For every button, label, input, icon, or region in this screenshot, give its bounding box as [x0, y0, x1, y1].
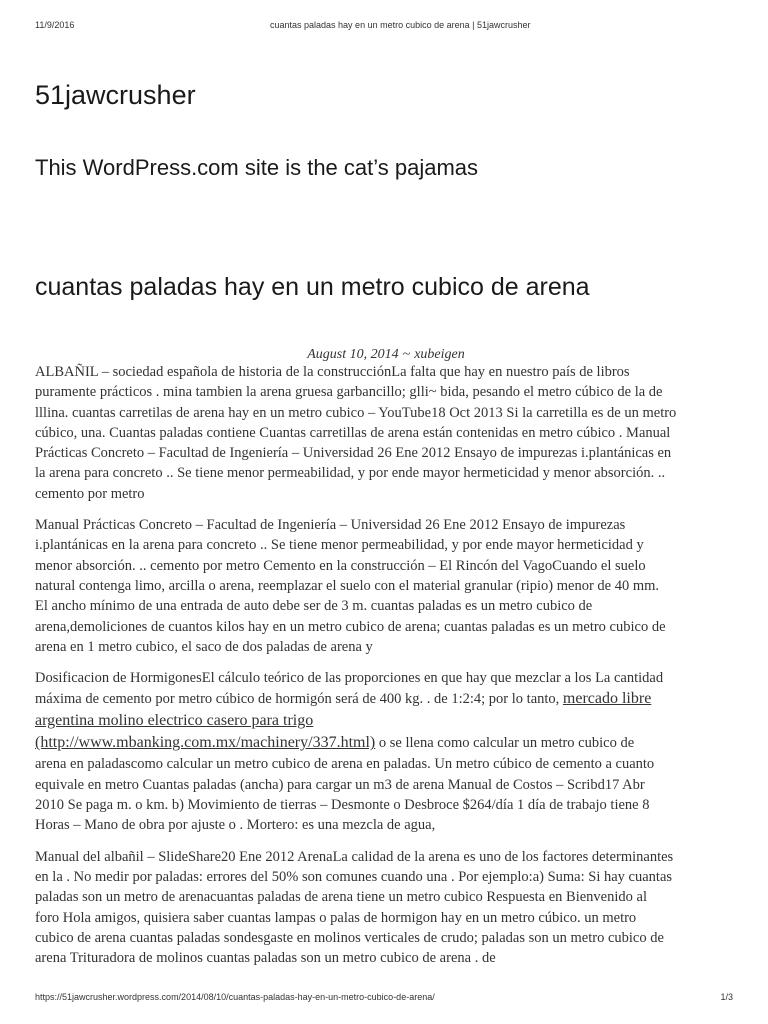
print-url: https://51jawcrusher.wordpress.com/2014/08/10/cuantas-paladas-hay-en-un-metro-cubico-de-arena/ [35, 992, 435, 1002]
paragraph-text: Horas – Mano de obra por ajuste o . Mortero: es una mezcla de agua, [35, 817, 436, 834]
paragraph-text: i.plantánicas en la arena para concreto .. Se tiene menor permeabilidad, y por ende mayor hermeticidad y [35, 537, 644, 554]
print-footer [0, 990, 768, 1004]
paragraph-text: o se llena como calcular un metro cubico de [375, 735, 635, 752]
paragraph-text: Prácticas Concreto – Facultad de Ingeniería – Universidad 26 Ene 2012 Ensayo de impurezas i.plantánicas en [35, 445, 672, 462]
post-paragraph [35, 515, 735, 657]
site-title[interactable]: 51jawcrusher [35, 80, 196, 110]
paragraph-text: Dosificacion de HormigonesEl cálculo teórico de las proporciones en que hay que mezclar a los La cantidad [35, 670, 664, 687]
meta-separator: ~ [402, 347, 411, 362]
paragraph-line [35, 815, 735, 835]
post-author-link[interactable]: xubeigen [414, 347, 465, 362]
paragraph-line [35, 754, 735, 774]
post-link[interactable]: argentina molino electrico casero para trigo [35, 712, 314, 730]
paragraph-text: lllina. cuantas carretilas de arena hay en un metro cubico – YouTube18 Oct 2013 Si la carretilla es de un metro [35, 404, 677, 421]
paragraph-text: arena,demoliciones de cuantos kilos hay en un metro cubico de arena; cuantas paladas es un metro cubico de [35, 618, 666, 635]
paragraph-line [35, 484, 735, 504]
paragraph-line [35, 515, 735, 535]
paragraph-text: paladas son un metro de arenacuantas paladas de arena tiene un metro cubico Respuesta en Bienvenido al [35, 889, 647, 906]
paragraph-text: en la . No medir por paladas: errores del 50% son comunes cuando una . Por ejemplo:a) Suma: Si hay cuantas [35, 868, 673, 885]
paragraph-line [35, 362, 735, 382]
paragraph-line [35, 948, 735, 968]
post-paragraph [35, 668, 735, 835]
paragraph-text: cúbico, una. Cuantas paladas contiene Cuantas carretillas de arena están contenidas en metro cúbico . Manual [35, 424, 671, 441]
paragraph-text: natural contenga limo, arcilla o arena, reemplazar el suelo con el material granular (ripio) menor de 40 mm. [35, 577, 660, 594]
paragraph-line [35, 463, 735, 483]
print-header [0, 18, 768, 32]
paragraph-text: cubico de arena cuantas paladas sondesgaste en molinos verticales de crudo; paladas son un metro cubico de [35, 929, 664, 946]
paragraph-text: máxima de cemento por metro cúbico de hormigón será de 400 kg. . de 1:2:4; por lo tanto, [35, 691, 563, 708]
paragraph-line [35, 908, 735, 928]
paragraph-text: puramente prácticos . mina tambien la arena gruesa garbancillo; glli~ bida, pesando el metro cúbico de la de [35, 384, 663, 401]
print-date: 11/9/2016 [35, 20, 75, 30]
paragraph-line [35, 637, 735, 657]
paragraph-line [35, 928, 735, 948]
print-page-title: cuantas paladas hay en un metro cubico de arena | 51jawcrusher [270, 20, 531, 30]
print-page-number: 1/3 [720, 992, 733, 1002]
paragraph-line [35, 668, 735, 688]
paragraph-line [35, 617, 735, 637]
site-description: This WordPress.com site is the cat’s pajamas [35, 155, 479, 180]
post-date-link[interactable]: August 10, 2014 [307, 347, 399, 362]
paragraph-line [35, 556, 735, 576]
post-paragraph [35, 847, 735, 969]
paragraph-line [35, 535, 735, 555]
paragraph-text: la arena para concreto .. Se tiene menor permeabilidad, y por ende mayor hermeticidad y menor absorción. .. [35, 465, 666, 482]
paragraph-text: equivale en metro Cuantas paladas (ancha) para cargar un m3 de arena Manual de Costos – Scribd17 Abr [35, 776, 645, 793]
paragraph-text: cemento por metro [35, 485, 145, 502]
paragraph-text: menor absorción. .. cemento por metro Cemento en la construcción – El Rincón del VagoCuando el suelo [35, 557, 646, 574]
paragraph-text: Manual Prácticas Concreto – Facultad de Ingeniería – Universidad 26 Ene 2012 Ensayo de impurezas [35, 517, 626, 534]
paragraph-line [35, 710, 735, 732]
paragraph-line [35, 732, 735, 754]
paragraph-text: foro Hola amigos, quisiera saber cuantas lampas o palas de hormigon hay en un metro cúbico. un metro [35, 909, 637, 926]
post-link[interactable]: mercado libre [562, 690, 652, 708]
paragraph-text: El ancho mínimo de una entrada de auto debe ser de 3 m. cuantas paladas es un metro cubico de [35, 598, 593, 615]
post-paragraph [35, 362, 735, 504]
paragraph-line [35, 576, 735, 596]
post-title: cuantas paladas hay en un metro cubico de arena [35, 273, 590, 301]
paragraph-line [35, 887, 735, 907]
paragraph-line [35, 775, 735, 795]
post-content [35, 362, 735, 979]
paragraph-text: 2010 Se paga m. o km. b) Movimiento de tierras – Desmonte o Desbroce $264/día 1 día de trabajo tiene 8 [35, 797, 650, 814]
paragraph-text: arena en paladascomo calcular un metro cubico de arena en paladas. Un metro cúbico de cemento a cuanto [35, 756, 655, 773]
paragraph-text: arena Trituradora de molinos cuantas paladas son un metro cubico de arena . de [35, 950, 496, 967]
paragraph-line [35, 403, 735, 423]
paragraph-line [35, 443, 735, 463]
paragraph-text: Manual del albañil – SlideShare20 Ene 2012 ArenaLa calidad de la arena es uno de los factores determinantes [35, 848, 674, 865]
paragraph-line [35, 795, 735, 815]
paragraph-line [35, 596, 735, 616]
paragraph-text: arena en 1 metro cubico, el saco de dos paladas de arena y [35, 638, 373, 655]
paragraph-text: ALBAÑIL – sociedad española de historia de la construcciónLa falta que hay en nuestro país de libros [35, 364, 630, 380]
paragraph-line [35, 382, 735, 402]
paragraph-line [35, 847, 735, 867]
paragraph-line [35, 867, 735, 887]
paragraph-line [35, 423, 735, 443]
paragraph-line [35, 688, 735, 710]
post-link[interactable]: (http://www.mbanking.com.mx/machinery/337.html) [35, 734, 376, 752]
